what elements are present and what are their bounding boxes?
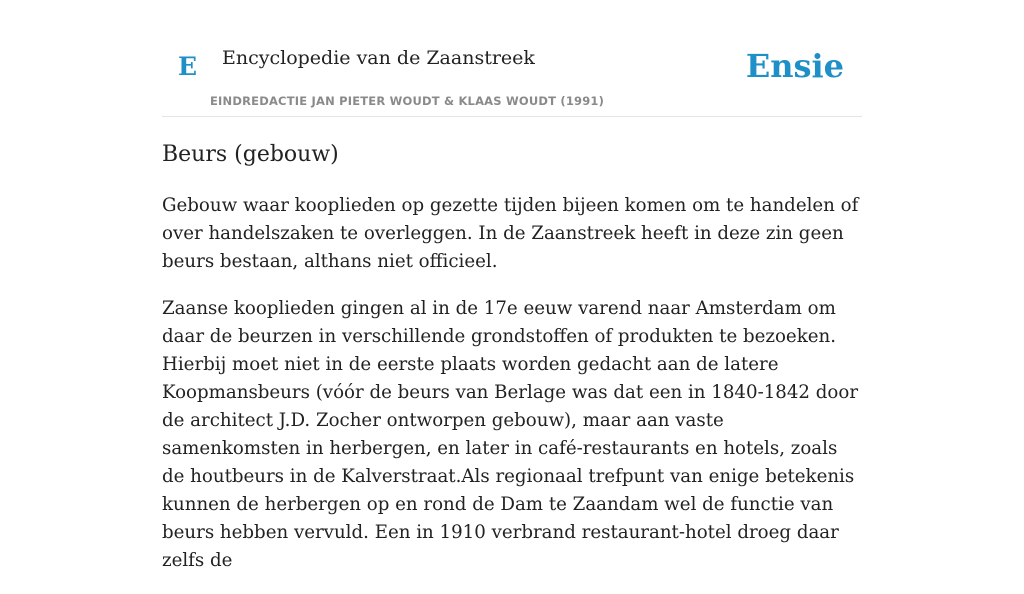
book-editors: EINDREDACTIE JAN PIETER WOUDT & KLAAS WOUDT (1991) — [210, 94, 605, 108]
article-paragraph: Zaanse kooplieden gingen al in de 17e eeuw varend naar Amsterdam om daar de beurzen in verschillende grondstoffen of produkten te bezoeken. Hierbij moet niet in de eerste plaats worden gedacht aan de latere Koopmansbeurs (vóór de beurs van Berlage was dat een in 1840-1842 door de architect J.D. Zocher ontworpen gebouw), maar aan vaste samenkomsten in herbergen, en later in café-restaurants en hotels, zoals de houtbeurs in de Kalverstraat.Als regionaal trefpunt van enige betekenis kunnen de herbergen op en rond de Dam te Zaandam wel de functie van beurs hebben vervuld. Een in 1910 verbrand restaurant-hotel droeg daar zelfs de — [162, 298, 859, 571]
book-title[interactable]: Encyclopedie van de Zaanstreek — [222, 47, 535, 69]
page-header — [162, 0, 862, 117]
ensie-logo[interactable]: Ensie — [745, 47, 844, 85]
article-body — [162, 192, 862, 594]
article-paragraph: Gebouw waar kooplieden op gezette tijden bijeen komen om te handelen of over handelszaken te overleggen. In de Zaanstreek heeft in deze zin geen beurs bestaan, althans niet officieel. — [162, 195, 859, 272]
article-title: Beurs (gebouw) — [162, 142, 339, 167]
book-logo-icon[interactable]: E — [178, 52, 198, 81]
